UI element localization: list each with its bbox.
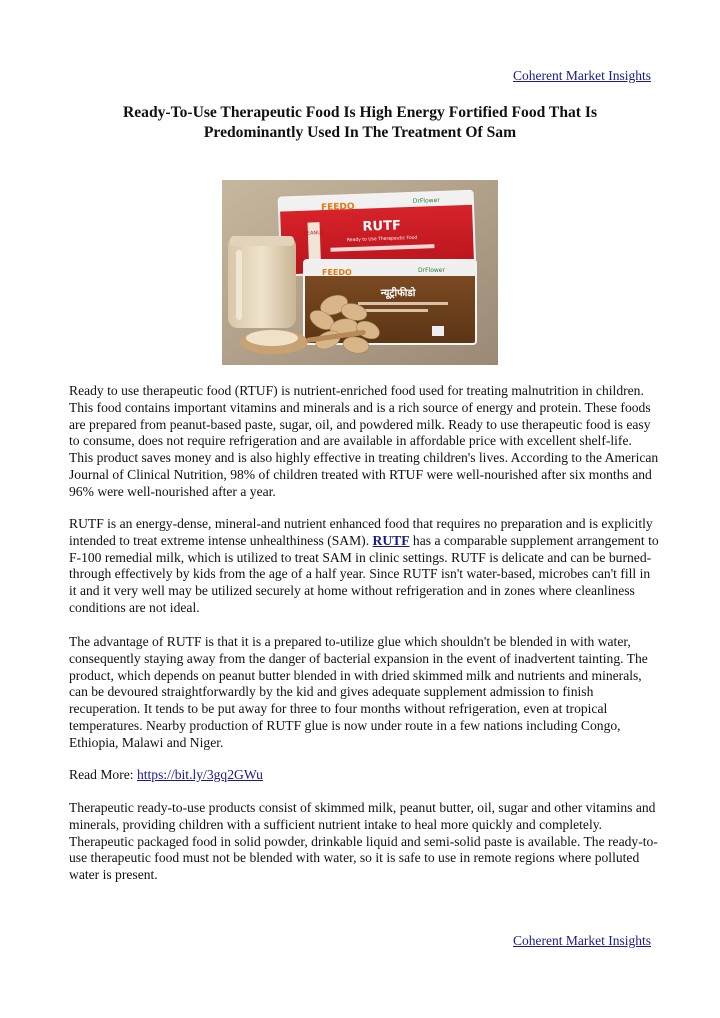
svg-text:DrFlower: DrFlower — [418, 267, 445, 274]
rutf-link[interactable]: RUTF — [372, 532, 410, 548]
svg-text:Ready to Use Therapeutic Food: Ready to Use Therapeutic Food — [346, 235, 418, 244]
text-segment: RUTF is an energy-dense, mineral-and nutrient enhanced food that requires no preparation and is explicitly intended to treat extreme intense unhealthiness (SAM). — [69, 516, 653, 548]
svg-text:RUTF: RUTF — [362, 218, 402, 235]
text-segment: has a comparable supplement arrangement to F-100 remedial milk, which is utilized to treat SAM in clinic settings. RUTF is delicate and can be burned-through effectively by kids from the age of a half year. Since RUTF isn't water-based, microbes can't fill in it and it very well may be utilized securely at home without refrigeration and in zones where cleanliness conditions are not ideal. — [69, 532, 659, 615]
svg-text:FEEDO: FEEDO — [320, 201, 355, 214]
product-image — [222, 180, 498, 365]
svg-text:FEEDO: FEEDO — [322, 268, 352, 277]
paragraph-products — [69, 800, 659, 884]
product-photo-illustration — [222, 180, 498, 365]
svg-text:न्यूट्रीफीडो: न्यूट्रीफीडो — [380, 288, 416, 299]
paragraph-text: Ready to use therapeutic food (RTUF) is nutrient-enriched food used for treating malnutrition in children. This food contains important vitamins and minerals and is a rich source of energy and protein. These foods are prepared from peanut-based paste, sugar, oil, and powdered milk. Ready to use therapeutic food is easy to consume, does not require refrigeration and are available in affordable price with excellent shelf-life. This product saves money and is also highly effective in treating children's lives. According to the American Journal of Clinical Nutrition, 98% of children treated with RTUF were well-nourished after six months and 96% were well-nourished after a year. — [69, 383, 659, 499]
read-more-label: Read More: — [69, 767, 137, 782]
paragraph-text: Therapeutic ready-to-use products consist of skimmed milk, peanut butter, oil, sugar and other vitamins and minerals, providing children with a sufficient nutrient intake to heal more quickly and completely. Therapeutic packaged food in solid powder, drinkable liquid and semi-solid paste is available. The ready-to-use therapeutic food must not be blended with water, so it is safe to use in remote regions where polluted water is present. — [69, 800, 658, 883]
svg-text:DrFlower: DrFlower — [412, 196, 440, 205]
article-title: Ready-To-Use Therapeutic Food Is High Energy Fortified Food That Is Predominantly Used In The Treatment Of Sam — [122, 104, 598, 141]
svg-text:PEANUT: PEANUT — [303, 230, 325, 237]
paragraph-advantage — [69, 634, 659, 752]
paragraph-text — [69, 767, 659, 784]
paragraph-rutf-definition — [69, 516, 659, 617]
read-more-line — [69, 767, 659, 784]
paragraph-intro — [69, 383, 659, 501]
paragraph-text — [69, 516, 659, 617]
header-source-link[interactable]: Coherent Market Insights — [513, 68, 651, 83]
footer-source-link[interactable]: Coherent Market Insights — [513, 933, 651, 948]
paragraph-text: The advantage of RUTF is that it is a prepared to-utilize glue which shouldn't be blended in with water, consequently staying away from the danger of bacterial expansion in the event of inadvertent tainting. The product, which depends on peanut butter blended in with dried skimmed milk and nutrients and minerals, can be devoured straightforwardly by the kid and gives adequate supplement admission to finish recuperation. It tends to be put away for three to four months without refrigeration, even at tropical temperatures. Nearby production of RUTF glue is now under route in a few nations including Congo, Ethiopia, Malawi and Niger. — [69, 634, 648, 750]
read-more-link[interactable]: https://bit.ly/3gq2GWu — [136, 767, 263, 782]
